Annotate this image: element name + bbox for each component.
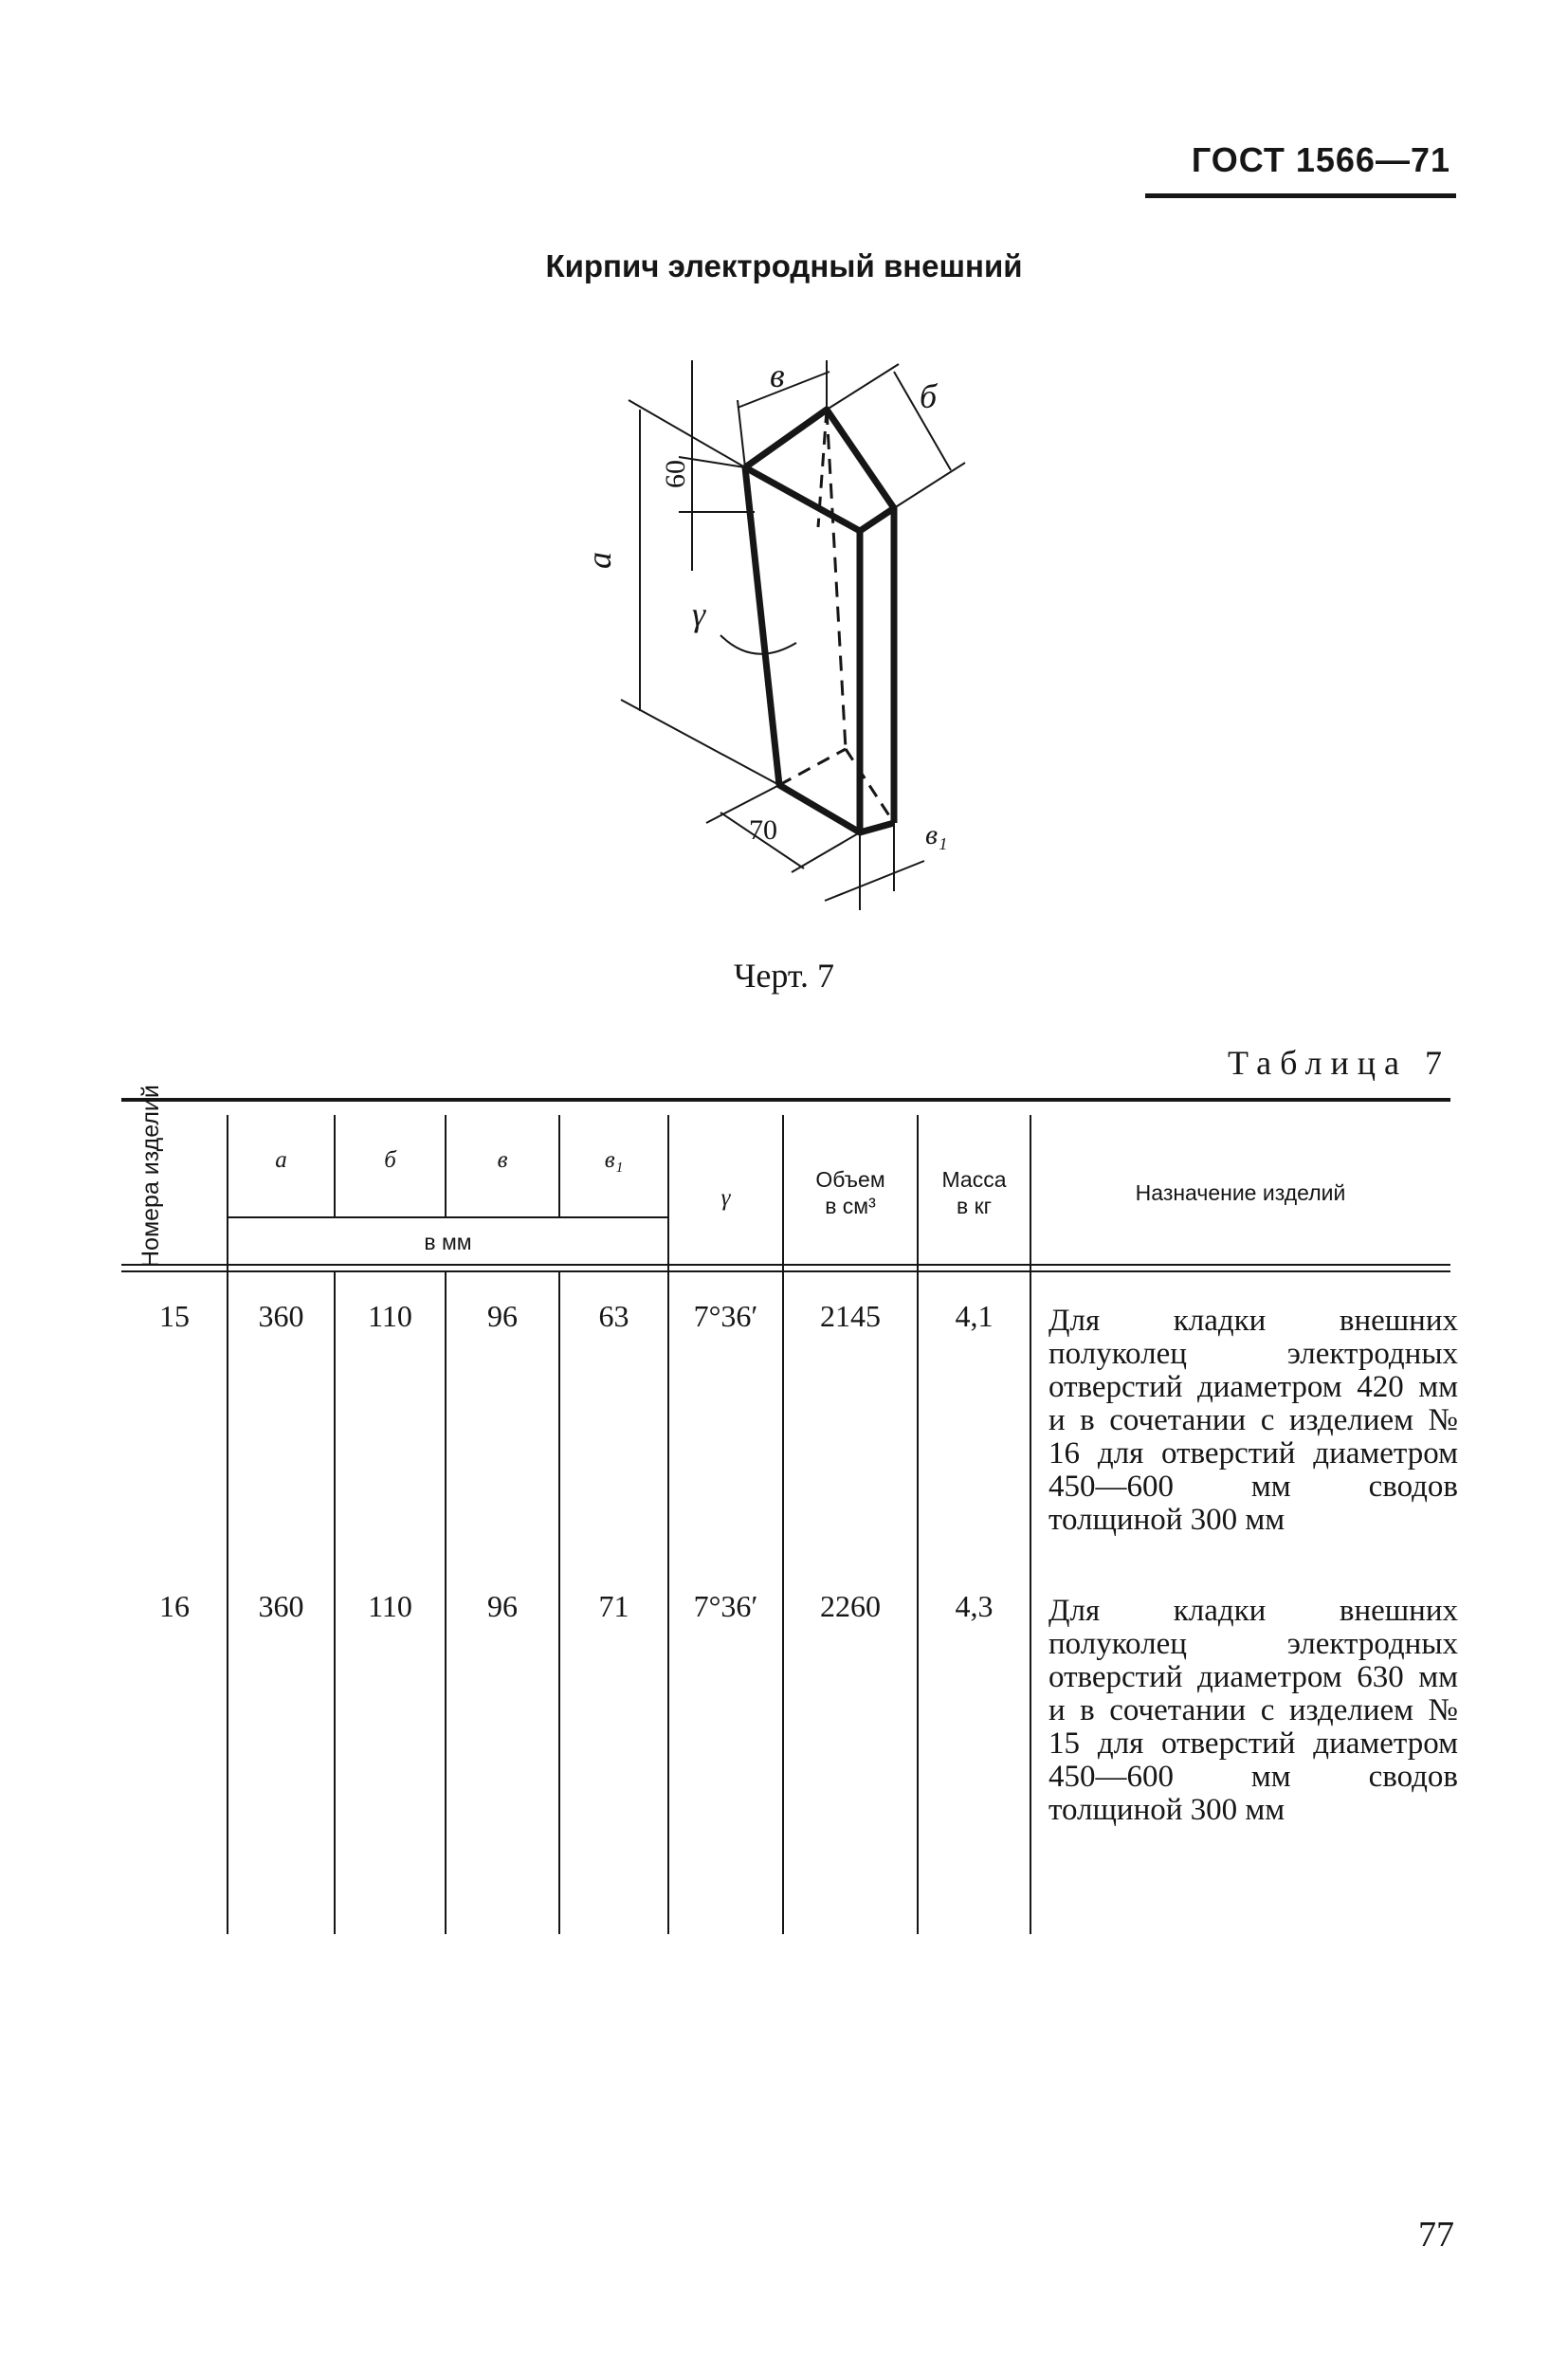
header-purpose: Назначение изделий	[1135, 1180, 1346, 1205]
figure-caption: Черт. 7	[734, 957, 834, 995]
header-gamma: γ	[720, 1185, 731, 1211]
label-a: а	[580, 552, 618, 569]
header-a: а	[275, 1147, 287, 1173]
row16-purpose: Для кладки внешних полуколец электродных отверстий диаметром 630 мм и в сочетании с изделием № 15 для отверстий диаметром 450—600 мм сводов толщиной 300 мм	[1048, 1594, 1458, 1827]
row16-v: 96	[487, 1589, 518, 1623]
row16-a: 360	[258, 1589, 304, 1623]
row15-b: 110	[368, 1299, 412, 1333]
standard-number: ГОСТ 1566—71	[1191, 140, 1450, 179]
row16-volume: 2260	[820, 1589, 881, 1623]
table-title: Таблица 7	[1228, 1044, 1450, 1082]
row15-a: 360	[258, 1299, 304, 1333]
label-60: 60	[660, 460, 691, 488]
row15-volume: 2145	[820, 1299, 881, 1333]
row15-gamma: 7°36′	[693, 1299, 758, 1333]
row16-mass: 4,3	[955, 1589, 994, 1623]
header-v1: в₁	[604, 1147, 624, 1173]
row15-v: 96	[487, 1299, 518, 1333]
row16-number: 16	[159, 1589, 190, 1623]
row16-v1: 71	[598, 1589, 629, 1623]
label-gamma: γ	[692, 595, 706, 633]
header-mass: Масса в кг	[941, 1167, 1007, 1218]
row16-gamma: 7°36′	[693, 1589, 758, 1623]
header-unit: в мм	[424, 1230, 472, 1254]
label-70: 70	[749, 814, 777, 846]
label-v: в	[770, 356, 785, 394]
row16-b: 110	[368, 1589, 412, 1623]
header-v: в	[497, 1147, 508, 1173]
row15-number: 15	[159, 1299, 190, 1333]
page-number: 77	[1418, 2215, 1454, 2255]
header-b: б	[384, 1147, 396, 1173]
row15-purpose: Для кладки внешних полуколец электродных отверстий диаметром 420 мм и в сочетании с изделием № 16 для отверстий диаметром 450—600 мм сводов толщиной 300 мм	[1048, 1304, 1458, 1537]
label-b: б	[920, 377, 938, 415]
page-title: Кирпич электродный внешний	[545, 248, 1023, 283]
label-v1: в₁	[925, 819, 948, 850]
header-volume: Объем в см³	[815, 1167, 885, 1218]
row15-mass: 4,1	[955, 1299, 994, 1333]
header-number: Номера изделий	[137, 1085, 164, 1268]
row15-v1: 63	[598, 1299, 629, 1333]
